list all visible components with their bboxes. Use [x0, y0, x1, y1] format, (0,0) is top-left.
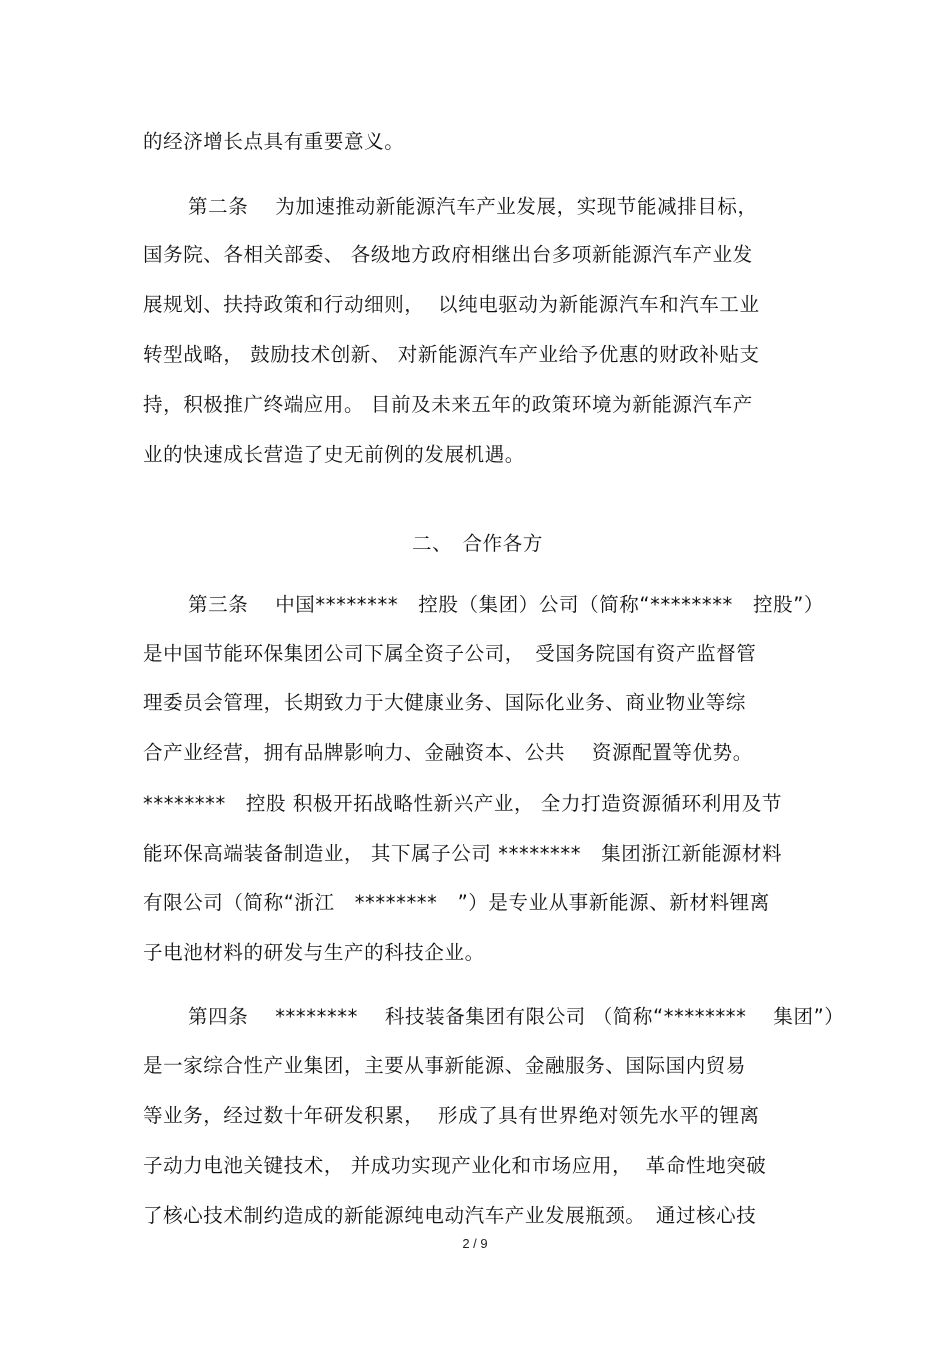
article-3-line: 是中国节能环保集团公司下属全资子公司， 受国务院国有资产监督管 — [143, 642, 757, 665]
article-4-line: 第四条 ******** 科技装备集团有限公司 （简称“******** 集团”） — [188, 1005, 845, 1028]
article-2-line: 业的快速成长营造了史无前例的发展机遇。 — [143, 443, 525, 466]
article-3-line: 理委员会管理，长期致力于大健康业务、国际化业务、商业物业等综 — [143, 691, 747, 714]
article-3-line: 子电池材料的研发与生产的科技企业。 — [143, 941, 485, 964]
article-3-line: 能环保高端装备制造业， 其下属子公司 ******** 集团浙江新能源材料 — [143, 842, 783, 865]
article-2-line: 第二条 为加速推动新能源汽车产业发展，实现节能减排目标， — [188, 195, 758, 218]
article-3-line: 第三条 中国******** 控股（集团）公司（简称“******** 控股”） — [188, 593, 825, 616]
article-2-line: 国务院、各相关部委、 各级地方政府相继出台多项新能源汽车产业发 — [143, 243, 753, 266]
page-number: 2 / 9 — [462, 1236, 488, 1251]
article-4-line: 了核心技术制约造成的新能源纯电动汽车产业发展瓶颈。 通过核心技 — [143, 1204, 757, 1227]
article-4-line: 子动力电池关键技术， 并成功实现产业化和市场应用， 革命性地突破 — [143, 1154, 767, 1177]
article-3-line: 合产业经营，拥有品牌影响力、金融资本、公共 资源配置等优势。 — [143, 741, 753, 764]
article-2-line: 持，积极推广终端应用。 目前及未来五年的政策环境为新能源汽车产 — [143, 393, 753, 416]
section-heading: 二、 合作各方 — [412, 532, 543, 555]
article-3-line: ******** 控股 积极开拓战略性新兴产业， 全力打造资源循环利用及节 — [143, 792, 783, 815]
article-4-line: 是一家综合性产业集团，主要从事新能源、金融服务、国际国内贸易 — [143, 1054, 747, 1077]
article-2-line: 转型战略， 鼓励技术创新、 对新能源汽车产业给予优惠的财政补贴支 — [143, 343, 760, 366]
body-line-prev: 的经济增长点具有重要意义。 — [143, 130, 405, 153]
article-3-line: 有限公司（简称“浙江 ******** ”）是专业从事新能源、新材料锂离 — [143, 891, 770, 914]
article-4-line: 等业务，经过数十年研发积累， 形成了具有世界绝对领先水平的锂离 — [143, 1104, 760, 1127]
article-2-line: 展规划、扶持政策和行动细则， 以纯电驱动为新能源汽车和汽车工业 — [143, 293, 760, 316]
